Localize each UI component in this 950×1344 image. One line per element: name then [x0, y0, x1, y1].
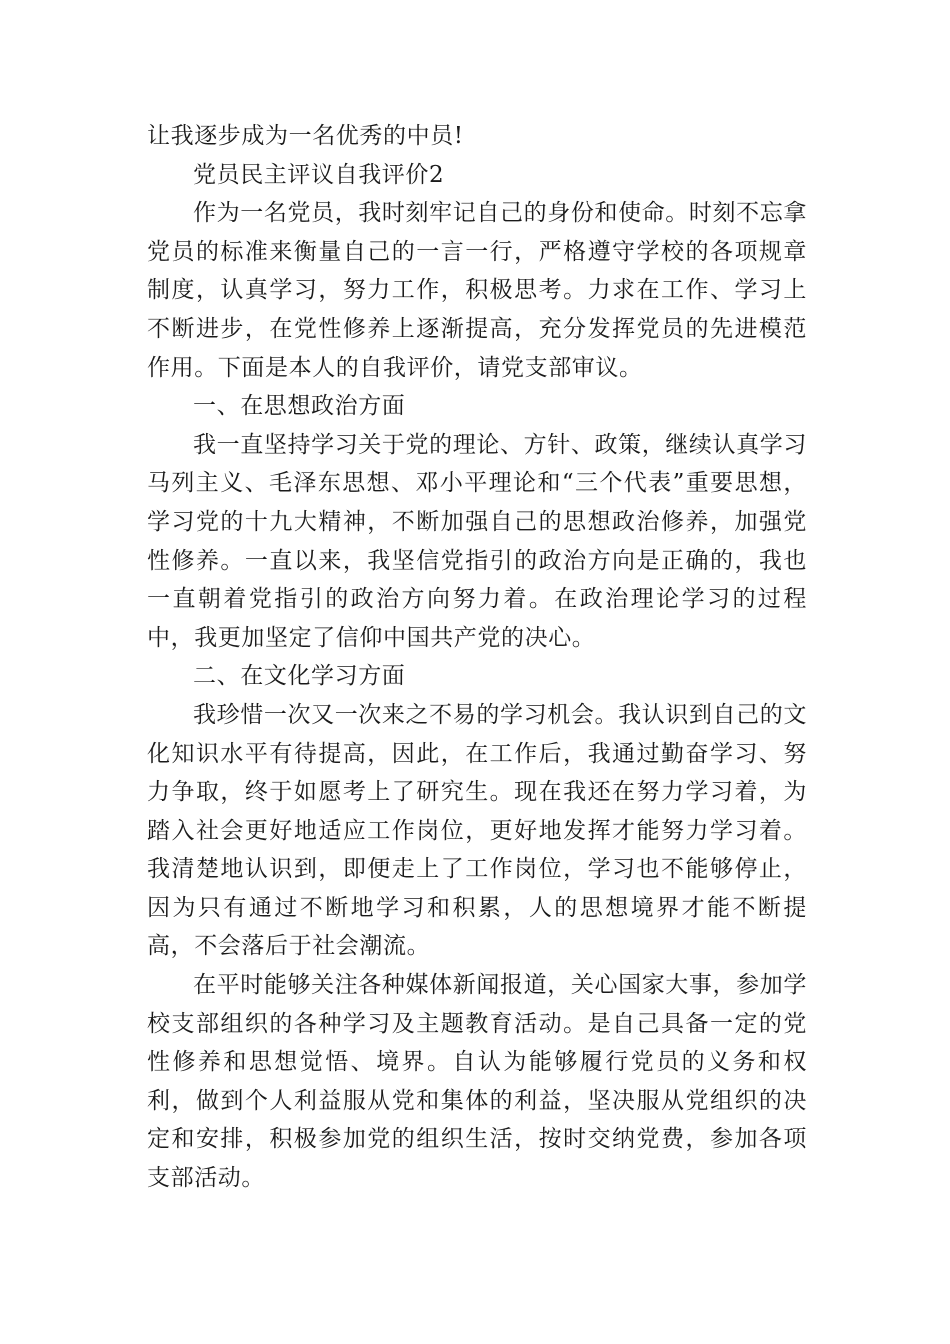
heading-political: 一、在思想政治方面	[193, 393, 406, 420]
paragraph-continuation: 让我逐步成为一名优秀的中员!	[147, 123, 464, 149]
document-body	[147, 117, 807, 1198]
paragraph-political: 我一直坚持学习关于党的理论、方针、政策，继续认真学习马列主义、毛泽东思想、邓小平理论和“三个代表”重要思想，学习党的十九大精神，不断加强自己的思想政治修养，加强党性修养。一直以来，我坚信党指引的政治方向是正确的，我也一直朝着党指引的政治方向努力着。在政治理论学习的过程中，我更加坚定了信仰中国共产党的决心。	[147, 431, 807, 651]
paragraph-activities: 在平时能够关注各种媒体新闻报道，关心国家大事，参加学校支部组织的各种学习及主题教育活动。是自己具备一定的党性修养和思想觉悟、境界。自认为能够履行党员的义务和权利，做到个人利益服从党和集体的利益，坚决服从党组织的决定和安排，积极参加党的组织生活，按时交纳党费，参加各项支部活动。	[147, 972, 807, 1192]
heading-study: 二、在文化学习方面	[193, 663, 406, 690]
paragraph-intro: 作为一名党员，我时刻牢记自己的身份和使命。时刻不忘拿党员的标准来衡量自己的一言一行，严格遵守学校的各项规章制度，认真学习，努力工作，积极思考。力求在工作、学习上不断进步，在党性修养上逐渐提高，充分发挥党员的先进模范作用。下面是本人的自我评价，请党支部审议。	[147, 200, 807, 381]
paragraph-study: 我珍惜一次又一次来之不易的学习机会。我认识到自己的文化知识水平有待提高，因此，在工作后，我通过勤奋学习、努力争取，终于如愿考上了研究生。现在我还在努力学习着，为踏入社会更好地适应工作岗位，更好地发挥才能努力学习着。我清楚地认识到，即便走上了工作岗位，学习也不能够停止，因为只有通过不断地学习和积累，人的思想境界才能不断提高，不会落后于社会潮流。	[147, 701, 807, 960]
section-title: 党员民主评议自我评价2	[193, 161, 445, 188]
